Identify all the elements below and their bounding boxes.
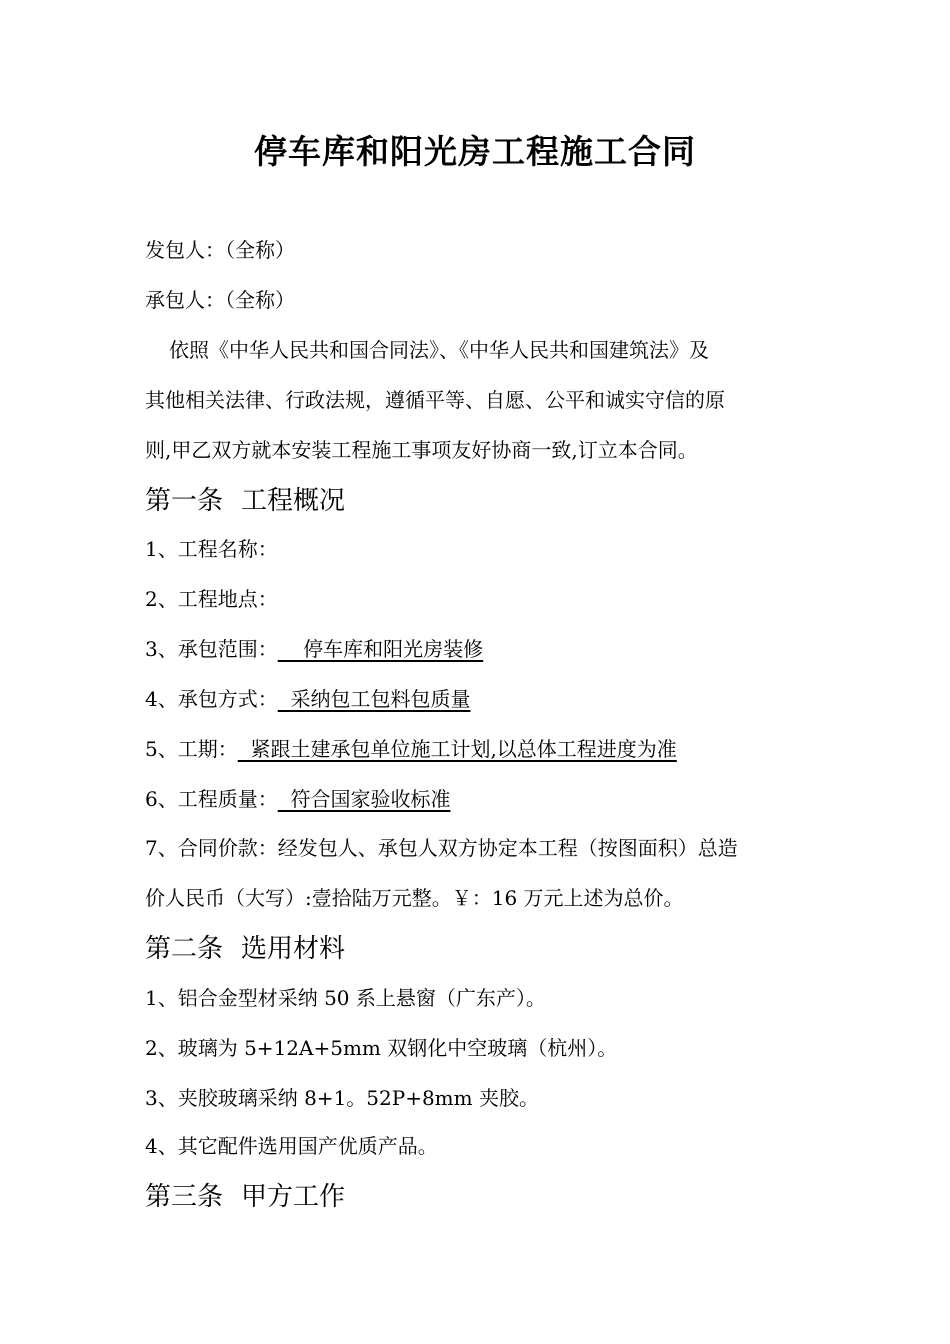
article-2-title: 选用材料 [241, 934, 346, 964]
contract-scope-label: 3、承包范围： [145, 637, 278, 661]
quality-value: 符合国家验收标准 [277, 787, 451, 811]
article-1-title: 工程概况 [241, 486, 346, 516]
contract-method-value: 采纳包工包料包质量 [277, 687, 471, 711]
material-item-4: 4、其它配件选用国产优质产品。 [145, 1134, 438, 1158]
project-location-line [145, 582, 815, 616]
material-item-3: 3、夹胶玻璃采纳 8+1。52P+8mm 夹胶。 [145, 1086, 539, 1110]
article-1-number: 第一条 [145, 486, 224, 516]
article-3-title: 甲方工作 [241, 1182, 346, 1212]
preamble-line-1: 依照《中华人民共和国合同法》、《中华人民共和国建筑法》及 [169, 338, 709, 362]
schedule-label: 5、工期： [145, 737, 238, 761]
contract-scope-line [145, 632, 815, 666]
contractor-line: 承包人：（全称） [145, 288, 295, 312]
contract-method-line [145, 682, 815, 716]
schedule-line [145, 732, 815, 766]
project-name-label: 1、工程名称： [145, 537, 278, 561]
price-line-2: 价人民币（大写）:壹拾陆万元整。￥：16 万元上述为总价。 [145, 886, 684, 910]
material-item-2: 2、玻璃为 5+12A+5mm 双钢化中空玻璃（杭州）。 [145, 1036, 618, 1060]
employer-line: 发包人：（全称） [145, 238, 295, 262]
article-1-heading [145, 481, 345, 521]
contract-scope-value: 停车库和阳光房装修 [277, 637, 484, 661]
project-location-label: 2、工程地点： [145, 587, 278, 611]
project-name-line [145, 532, 815, 566]
price-line-1: 7、合同价款：经发包人、承包人双方协定本工程（按图面积）总造 [145, 836, 738, 860]
document-title: 停车库和阳光房工程施工合同 [254, 132, 696, 171]
preamble-line-3: 则,甲乙双方就本安装工程施工事项友好协商一致,订立本合同。 [145, 438, 698, 462]
article-2-heading [145, 929, 345, 969]
quality-label: 6、工程质量： [145, 787, 278, 811]
quality-line [145, 782, 815, 816]
material-item-1: 1、铝合金型材采纳 50 系上悬窗（广东产）。 [145, 986, 546, 1010]
schedule-value: 紧跟土建承包单位施工计划,以总体工程进度为准 [237, 737, 677, 761]
article-2-number: 第二条 [145, 934, 224, 964]
preamble-line-2: 其他相关法律、行政法规，遵循平等、自愿、公平和诚实守信的原 [145, 388, 725, 412]
article-3-heading [145, 1177, 345, 1217]
article-3-number: 第三条 [145, 1182, 224, 1212]
contract-method-label: 4、承包方式： [145, 687, 278, 711]
